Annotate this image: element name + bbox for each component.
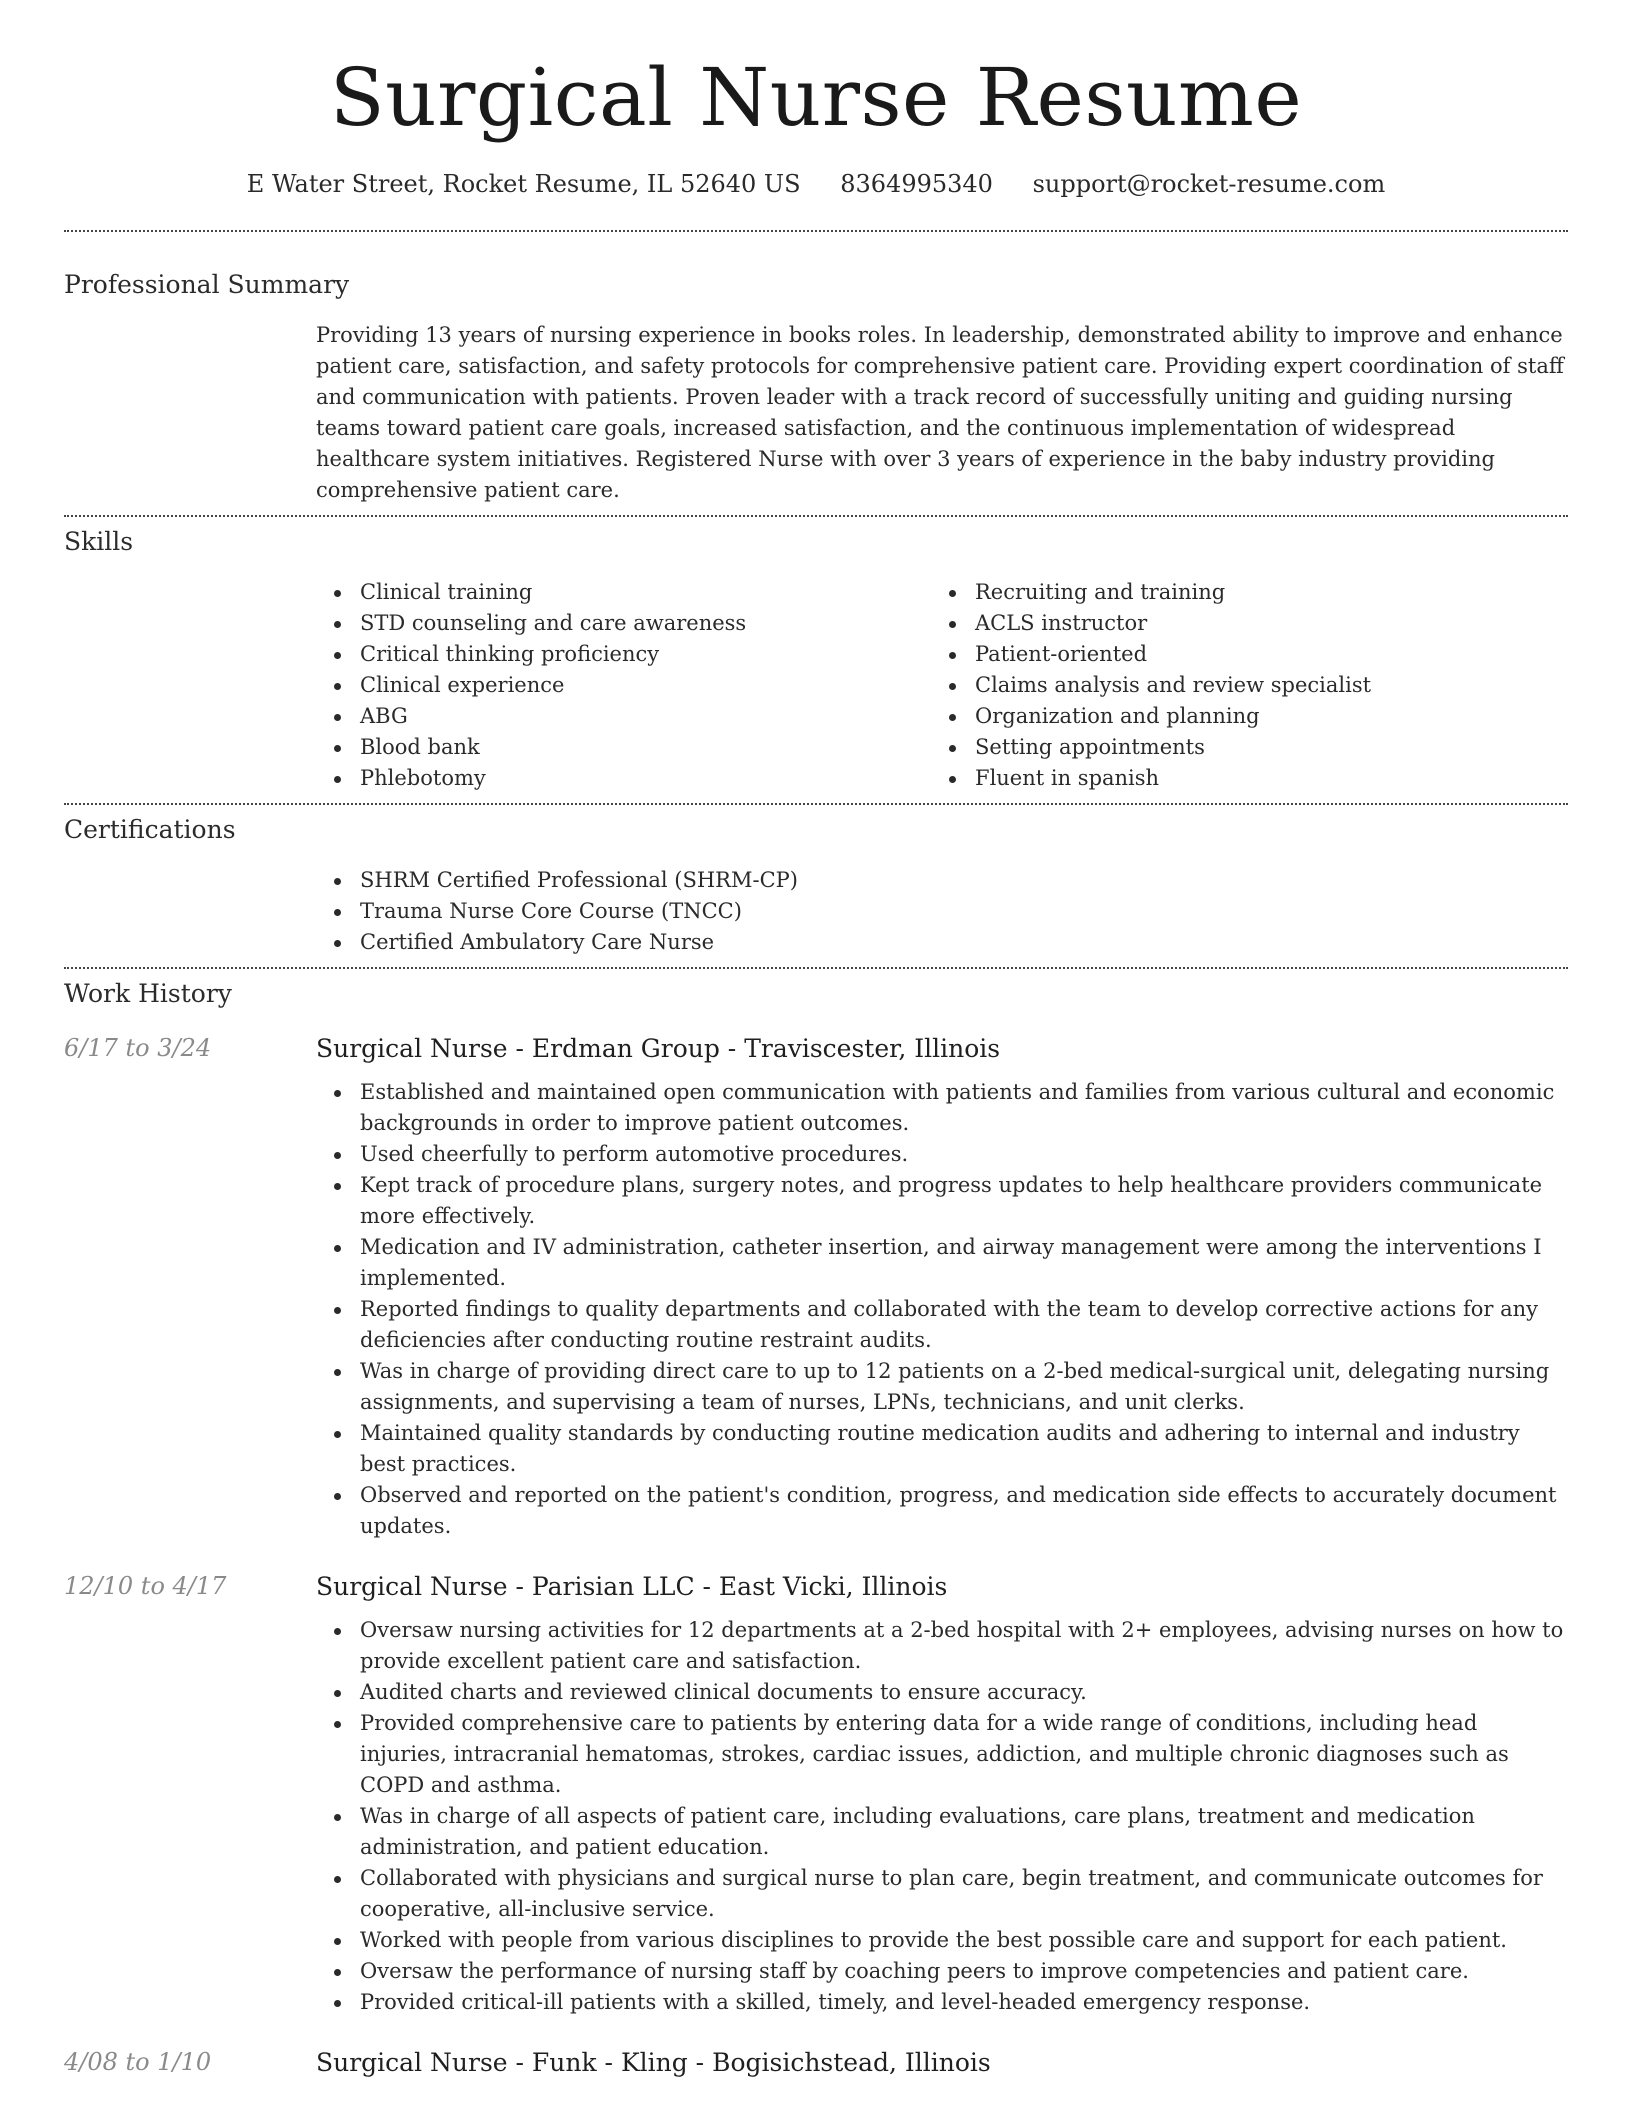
resume-page [64,0,1568,2077]
certification-item: Certified Ambulatory Care Nurse [316,927,1568,958]
job-entry [64,2048,1568,2077]
job-bullet: Worked with people from various disciplines to provide the best possible care and support for each patient. [316,1925,1568,1956]
skills-list-left [316,577,931,794]
job-bullet: Oversaw the performance of nursing staff by coaching peers to improve competencies and patient care. [316,1956,1568,1987]
skills-heading: Skills [64,527,134,556]
contact-address: E Water Street, Rocket Resume, IL 52640 US [246,170,801,198]
job-bullet: Established and maintained open communication with patients and families from various cultural and economic backgrounds in order to improve patient outcomes. [316,1077,1568,1139]
job-bullet: Maintained quality standards by conducting routine medication audits and adhering to internal and industry best practices. [316,1418,1568,1480]
job-bullet: Was in charge of all aspects of patient care, including evaluations, care plans, treatment and medication administration, and patient education. [316,1801,1568,1863]
job-entry [64,1572,1568,2018]
job-title: Surgical Nurse - Erdman Group - Traviscester, Illinois [316,1034,1001,1063]
contact-phone: 8364995340 [840,170,993,198]
skill-item: Critical thinking proficiency [316,639,931,670]
job-bullet: Audited charts and reviewed clinical documents to ensure accuracy. [316,1677,1568,1708]
job-dates: 4/08 to 1/10 [64,2048,212,2076]
job-bullet: Oversaw nursing activities for 12 departments at a 2-bed hospital with 2+ employees, advising nurses on how to provide excellent patient care and satisfaction. [316,1615,1568,1677]
skill-item: Phlebotomy [316,763,931,794]
skill-item: ABG [316,701,931,732]
certification-item: SHRM Certified Professional (SHRM-CP) [316,865,1568,896]
job-bullet: Collaborated with physicians and surgical nurse to plan care, begin treatment, and communicate outcomes for cooperative, all-inclusive service. [316,1863,1568,1925]
skill-item: ACLS instructor [931,608,1568,639]
skill-item: Clinical experience [316,670,931,701]
job-bullet: Medication and IV administration, catheter insertion, and airway management were among the interventions I implemented. [316,1232,1568,1294]
certification-item: Trauma Nurse Core Course (TNCC) [316,896,1568,927]
page-title: Surgical Nurse Resume [329,51,1303,144]
summary-text: Providing 13 years of nursing experience in books roles. In leadership, demonstrated ability to improve and enhance patient care, satisfaction, and safety protocols for comprehensive patient care. Providing expert coordination of staff and communication with patients. Proven leader with a track record of successfully uniting and guiding nursing teams toward patient care goals, increased satisfaction, and the continuous implementation of widespread healthcare system initiatives. Registered Nurse with over 3 years of experience in the baby industry providing comprehensive patient care. [316,323,1564,502]
skill-item: Clinical training [316,577,931,608]
certifications-section [64,805,1568,958]
skill-item: Patient-oriented [931,639,1568,670]
job-title: Surgical Nurse - Parisian LLC - East Vicki, Illinois [316,1572,948,1601]
skill-item: Recruiting and training [931,577,1568,608]
job-bullet: Provided critical-ill patients with a skilled, timely, and level-headed emergency response. [316,1987,1568,2018]
job-bullet: Reported findings to quality departments and collaborated with the team to develop corrective actions for any deficiencies after conducting routine restraint audits. [316,1294,1568,1356]
job-bullets [316,1615,1568,2018]
job-bullet: Was in charge of providing direct care to up to 12 patients on a 2-bed medical-surgical unit, delegating nursing assignments, and supervising a team of nurses, LPNs, technicians, and unit clerks. [316,1356,1568,1418]
job-bullet: Observed and reported on the patient's condition, progress, and medication side effects to accurately document updates. [316,1480,1568,1542]
work-heading: Work History [64,979,232,1008]
job-bullet: Used cheerfully to perform automotive procedures. [316,1139,1568,1170]
contact-line [64,170,1568,198]
skill-item: Setting appointments [931,732,1568,763]
skill-item: Claims analysis and review specialist [931,670,1568,701]
job-bullet: Provided comprehensive care to patients by entering data for a wide range of conditions, including head injuries, intracranial hematomas, strokes, cardiac issues, addiction, and multiple chronic diagnoses such as COPD and asthma. [316,1708,1568,1801]
job-dates: 12/10 to 4/17 [64,1572,227,1600]
summary-heading: Professional Summary [64,270,350,299]
job-title: Surgical Nurse - Funk - Kling - Bogisichstead, Illinois [316,2048,991,2077]
skill-item: Blood bank [316,732,931,763]
certifications-heading: Certifications [64,815,236,844]
job-entry [64,1034,1568,1542]
contact-email: support@rocket-resume.com [1032,170,1386,198]
job-bullets [316,1077,1568,1542]
certifications-list [316,865,1568,958]
work-section [64,969,1568,2077]
job-bullet: Kept track of procedure plans, surgery notes, and progress updates to help healthcare providers communicate more effectively. [316,1170,1568,1232]
job-dates: 6/17 to 3/24 [64,1034,212,1062]
skills-list-right [931,577,1568,794]
skill-item: Fluent in spanish [931,763,1568,794]
skill-item: STD counseling and care awareness [316,608,931,639]
skills-section [64,517,1568,794]
skill-item: Organization and planning [931,701,1568,732]
summary-section [64,232,1568,506]
